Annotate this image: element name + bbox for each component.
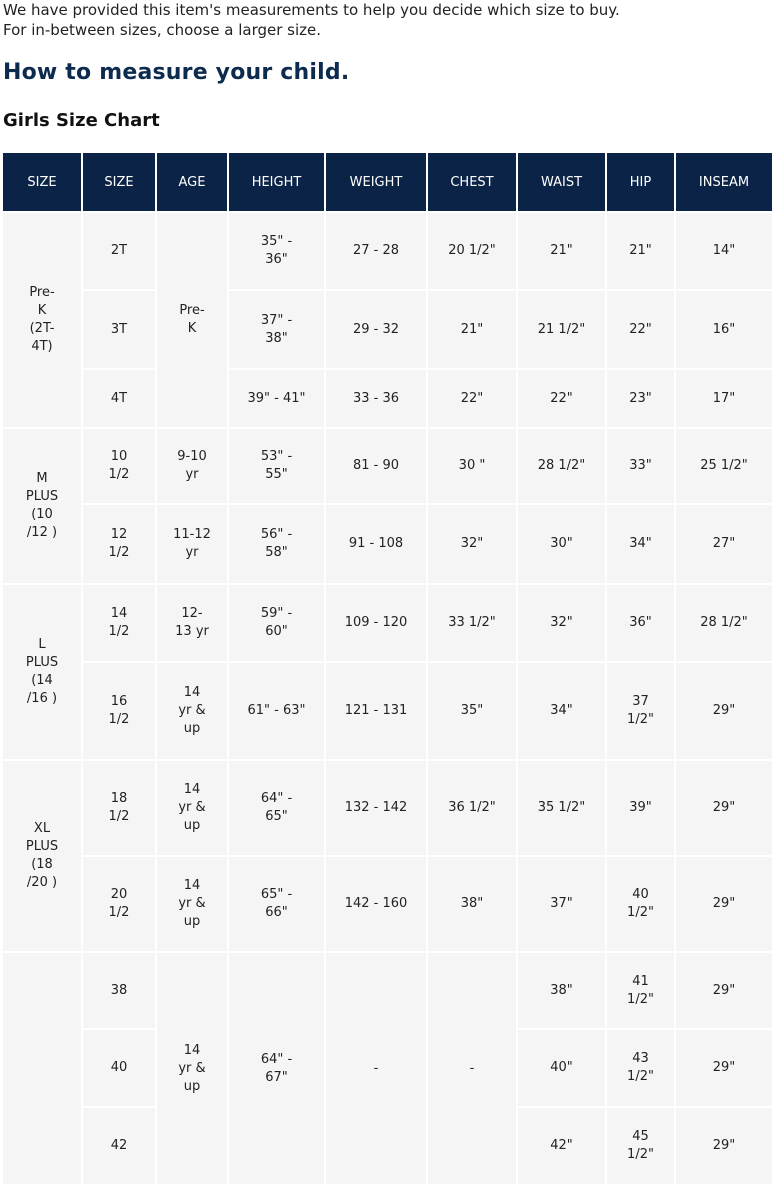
size-cell: 42 [83,1108,155,1184]
height-cell: 65" - 66" [229,857,324,951]
inseam-cell: 29" [676,761,772,855]
hip-cell: 34" [607,505,674,583]
inseam-cell: 28 1/2" [676,585,772,661]
header-cell: SIZE [3,153,81,211]
header-cell: HEIGHT [229,153,324,211]
chest-cell: 21" [428,291,516,368]
weight-cell: 33 - 36 [326,370,426,427]
weight-cell: 29 - 32 [326,291,426,368]
waist-cell: 32" [518,585,605,661]
chest-cell: 38" [428,857,516,951]
size-cell: 40 [83,1030,155,1106]
inseam-cell: 29" [676,663,772,759]
inseam-cell: 27" [676,505,772,583]
chest-cell: 33 1/2" [428,585,516,661]
chart-title: Girls Size Chart [3,110,160,131]
hip-cell: 22" [607,291,674,368]
waist-cell: 21 1/2" [518,291,605,368]
height-cell: 59" - 60" [229,585,324,661]
chest-cell: 20 1/2" [428,213,516,289]
waist-cell: 37" [518,857,605,951]
size-cell: 38 [83,953,155,1028]
size-cell: 4T [83,370,155,427]
height-cell: 56" - 58" [229,505,324,583]
intro-line-1: We have provided this item's measurements to help you decide which size to buy. [3,1,620,19]
height-cell: 39" - 41" [229,370,324,427]
weight-cell: 81 - 90 [326,429,426,503]
hip-cell: 23" [607,370,674,427]
chest-cell: 30 " [428,429,516,503]
hip-cell: 40 1/2" [607,857,674,951]
hip-cell: 33" [607,429,674,503]
waist-cell: 28 1/2" [518,429,605,503]
hip-cell: 39" [607,761,674,855]
size-cell: 10 1/2 [83,429,155,503]
inseam-cell: 29" [676,1030,772,1106]
table-row [3,857,772,951]
size-cell: 14 1/2 [83,585,155,661]
table-row [3,213,772,289]
chest-cell: 36 1/2" [428,761,516,855]
header-cell: HIP [607,153,674,211]
inseam-cell: 29" [676,953,772,1028]
size-cell: 18 1/2 [83,761,155,855]
size-group-cell: Pre- K (2T- 4T) [3,213,81,427]
inseam-cell: 14" [676,213,772,289]
height-cell: 64" - 67" [229,953,324,1184]
waist-cell: 42" [518,1108,605,1184]
age-cell: 14 yr & up [157,953,227,1184]
weight-cell: 142 - 160 [326,857,426,951]
table-row [3,585,772,661]
age-cell: 14 yr & up [157,761,227,855]
size-group-cell [3,953,81,1184]
height-cell: 37" - 38" [229,291,324,368]
size-group-cell: M PLUS (10 /12 ) [3,429,81,583]
table-row [3,663,772,759]
age-cell: 14 yr & up [157,663,227,759]
inseam-cell: 29" [676,857,772,951]
waist-cell: 40" [518,1030,605,1106]
hip-cell: 45 1/2" [607,1108,674,1184]
age-cell: 9-10 yr [157,429,227,503]
inseam-cell: 29" [676,1108,772,1184]
hip-cell: 41 1/2" [607,953,674,1028]
chest-cell: 32" [428,505,516,583]
header-cell: INSEAM [676,153,772,211]
header-cell: SIZE [83,153,155,211]
waist-cell: 30" [518,505,605,583]
weight-cell: 91 - 108 [326,505,426,583]
weight-cell: 132 - 142 [326,761,426,855]
height-cell: 61" - 63" [229,663,324,759]
size-cell: 2T [83,213,155,289]
size-cell: 20 1/2 [83,857,155,951]
inseam-cell: 25 1/2" [676,429,772,503]
age-cell: 14 yr & up [157,857,227,951]
header-row [3,153,772,211]
weight-cell: 27 - 28 [326,213,426,289]
intro-line-2: For in-between sizes, choose a larger size. [3,21,322,39]
table-row [3,505,772,583]
header-cell: WAIST [518,153,605,211]
table-row [3,429,772,503]
inseam-cell: 16" [676,291,772,368]
chest-cell: 22" [428,370,516,427]
size-group-cell: L PLUS (14 /16 ) [3,585,81,759]
hip-cell: 21" [607,213,674,289]
height-cell: 64" - 65" [229,761,324,855]
chest-cell: 35" [428,663,516,759]
chest-cell: - [428,953,516,1184]
header-cell: AGE [157,153,227,211]
age-cell: 11-12 yr [157,505,227,583]
weight-cell: - [326,953,426,1184]
waist-cell: 35 1/2" [518,761,605,855]
page-heading: How to measure your child. [3,60,350,85]
table-row [3,370,772,427]
age-cell: Pre- K [157,213,227,427]
waist-cell: 21" [518,213,605,289]
intro-text [3,0,620,40]
weight-cell: 109 - 120 [326,585,426,661]
weight-cell: 121 - 131 [326,663,426,759]
inseam-cell: 17" [676,370,772,427]
waist-cell: 34" [518,663,605,759]
height-cell: 53" - 55" [229,429,324,503]
size-cell: 3T [83,291,155,368]
table-row [3,953,772,1028]
table-row [3,291,772,368]
header-cell: CHEST [428,153,516,211]
hip-cell: 43 1/2" [607,1030,674,1106]
size-cell: 16 1/2 [83,663,155,759]
size-cell: 12 1/2 [83,505,155,583]
size-group-cell: XL PLUS (18 /20 ) [3,761,81,951]
hip-cell: 36" [607,585,674,661]
table-row [3,761,772,855]
age-cell: 12- 13 yr [157,585,227,661]
height-cell: 35" - 36" [229,213,324,289]
size-chart-table [1,151,774,1186]
waist-cell: 38" [518,953,605,1028]
hip-cell: 37 1/2" [607,663,674,759]
header-cell: WEIGHT [326,153,426,211]
waist-cell: 22" [518,370,605,427]
